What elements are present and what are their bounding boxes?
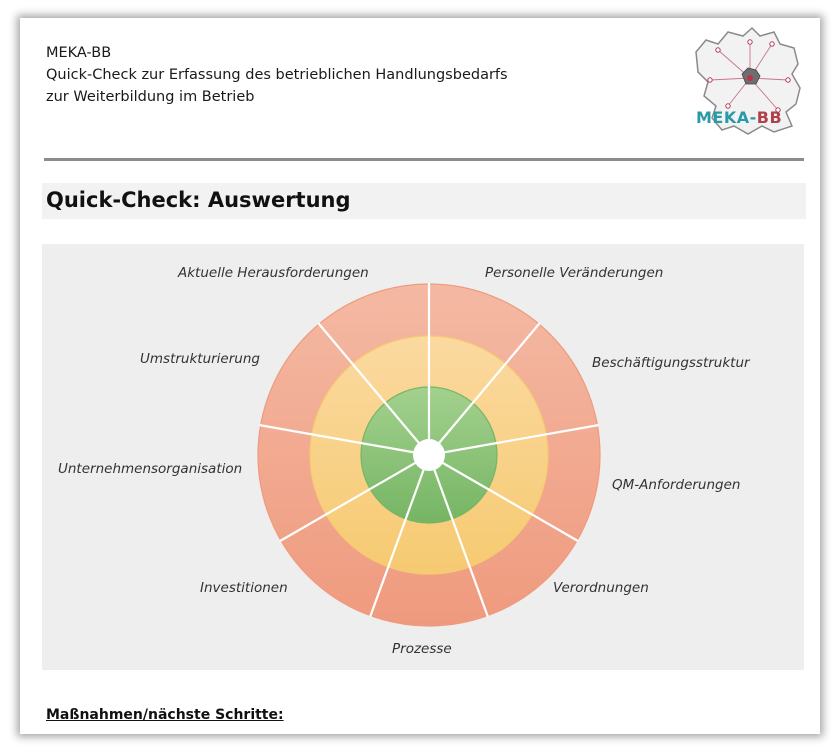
logo-text-bb: BB <box>756 108 783 127</box>
segment-label-aktuelle-herausforderungen: Aktuelle Herausforderungen <box>178 265 369 281</box>
center-hole <box>413 439 445 471</box>
segment-label-qm-anforderungen: QM-Anforderungen <box>612 477 741 493</box>
radial-chart-svg <box>42 244 804 670</box>
segment-label-prozesse: Prozesse <box>392 641 452 657</box>
document-header <box>46 42 508 108</box>
section-title-bar <box>42 183 806 219</box>
segment-label-verordnungen: Verordnungen <box>553 580 649 596</box>
header-line-1: MEKA-BB <box>46 45 112 61</box>
header-divider <box>44 158 804 161</box>
segment-label-umstrukturierung: Umstrukturierung <box>140 351 260 367</box>
measures-heading: Maßnahmen/nächste Schritte: <box>46 707 284 723</box>
header-line-3: zur Weiterbildung im Betrieb <box>46 89 255 105</box>
logo-wordmark <box>696 108 782 127</box>
segment-label-beschaeftigungsstruktur: Beschäftigungsstruktur <box>592 355 750 371</box>
section-title: Quick-Check: Auswertung <box>46 188 351 212</box>
segment-label-personelle-veraenderungen: Personelle Veränderungen <box>485 265 664 281</box>
document-page <box>20 18 820 734</box>
segment-label-investitionen: Investitionen <box>200 580 288 596</box>
logo-text-meka: MEKA- <box>696 108 757 127</box>
evaluation-chart <box>42 244 804 670</box>
header-line-2: Quick-Check zur Erfassung des betrieblichen Handlungsbedarfs <box>46 67 508 83</box>
segment-label-unternehmensorganisation: Unternehmensorganisation <box>58 461 243 477</box>
